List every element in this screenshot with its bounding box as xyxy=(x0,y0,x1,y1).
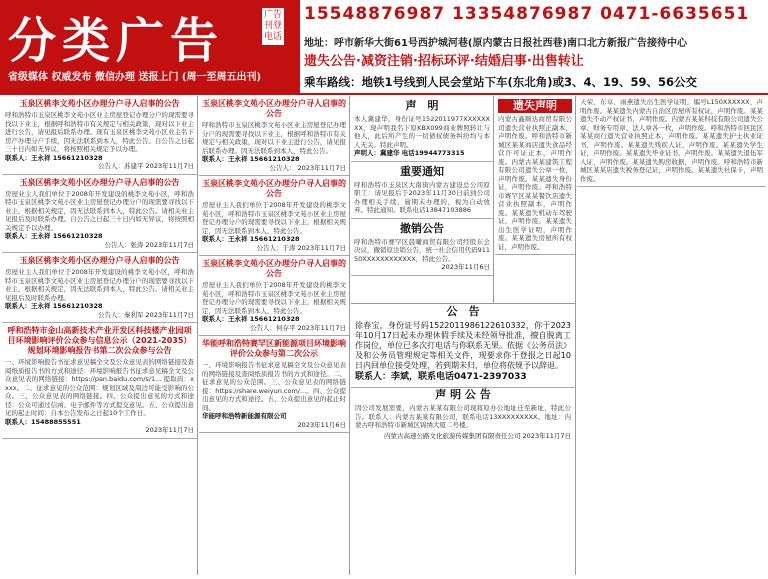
service-list: 遗失公告·减资注销·招标环评·结婚启事·出售转让 xyxy=(304,54,584,69)
notice-item xyxy=(199,256,349,336)
notice-title: 玉泉区桃李文苑小区办理分户寻人启事的公告 xyxy=(202,259,346,278)
notice-contact: 联系人：王永祥 15661210328 xyxy=(5,232,103,240)
notice-item xyxy=(199,96,349,176)
notice-body: 房屋业主人我们单位于2008年开发建设的桃李文苑小区，呼和浩特市玉泉区桃李文苑小区业主房屋登记办理分户的现需要寻找以下业主，根据相关规定，因无法联系到本人，特此公告。 xyxy=(202,201,346,235)
notice-contact: 联系人：王永祥 15661210328 xyxy=(5,302,103,310)
notice-body: 房屋业主人我们单位于2008年开发建设的桃李文苑小区，呼和浩特市玉泉区桃李文苑小区业主房屋登记办理分户的现需要寻找以下业主，根据相关规定，因无法联系到本人，特此公告。 xyxy=(202,281,346,315)
notice-contact: 声明人：冀建华 电话19944773315 xyxy=(354,149,465,157)
notice-body: 呼和浩特市玉泉区桃李文苑小区业主房屋登记办理分户的现需要寻找以下业主，根据呼和浩特市有关规定与相关政策，现对以下业主进行公告，请见报后联系办理。因无法联系到本人，特此公告。 xyxy=(202,121,346,155)
notice-body: 内蒙古鑫顺达商贸有限公司遗失营业执照正副本，声明作废。呼和浩特市新城区某某商店遗失食品经营许可证正本，声明作废。内蒙古某某建筑工程有限公司遗失公章一枚，声明作废。某某遗失身份证，声明作废。呼和浩特市赛罕区某某餐饮店遗失营业执照副本，声明作废。某某遗失机动车驾驶证，声明作废。某某遗失出生医学证明，声明作废。某某遗失房屋所有权证，声明作废。 xyxy=(498,115,572,251)
notice-title: 公 告 xyxy=(446,305,480,318)
brand-title: 分类广告 xyxy=(8,13,225,69)
column-5 xyxy=(577,96,766,575)
notice-body: 徐春宝，身份证号码1522011986122610332，你于2023年10月17日起未办理休假手续及未经领导批准，擅自脱离工作岗位，单位已多次打电话与你联系无果。依据《公务员法》及和公务员管理规定等相关文件，现要求你于登报之日起10日内回单位接受处理，若到期未归，单位将依规予以辞退。 xyxy=(355,321,571,370)
declaration-body: 因公司发展需要，内蒙古某某有限公司现将原办公地址迁至新址，特此公告。联系人：内蒙古某某有限公司，联系电话13XXXXXXXXX。地址：内蒙古呼和浩特市新城区锦绣大厦二号楼。 xyxy=(355,404,571,429)
notice-title: 玉泉区桃李文苑小区办理分户寻人启事的公告 xyxy=(19,99,180,108)
notice-body: 天荣、东卓、雨燕遗失出生医学证明，编号L150XXXXXX，声明作废。某某遗失内蒙古自治区房屋所有权证，声明作废。某某遗失不动产权证书，声明作废。内蒙古某某科技有限公司遗失公章、财务专用章、法人章各一枚，声明作废。呼和浩特市回民区某某商行遗失营业执照正本，声明作废。某某遗失护士执业证书，声明作废。某某遗失残疾人证，声明作废。某某遗失学生证，声明作废。某某遗失毕业证书，声明作废。某某遗失退伍军人证，声明作废。某某遗失购房收据，声明作废。呼和浩特市新城区某某店遗失税务登记证，声明作废。某某遗失社保卡，声明作废。 xyxy=(580,98,763,183)
declaration-title: 声 明 公 告 xyxy=(351,387,575,402)
notice-item xyxy=(351,162,493,219)
notice-body: 本人冀建华，身份证号1522011977XXXXXXXX，现声明我名下原KBX099商业牌照转让与他人，此后所产生的一切债权债务纠纷均与本人无关。特此声明。 xyxy=(354,115,490,149)
notice-item xyxy=(2,253,197,323)
office-address: 地址：呼市新华大街61号西护城河巷(原内蒙古日报社西巷)南口北方新报广告接待中心 xyxy=(304,38,688,49)
ad-phone-numbers: 15548876987 13354876987 0471-6635651 xyxy=(304,4,750,24)
notice-contact: 联系人：王永祥 15661210328 xyxy=(202,155,300,163)
notice-body: 呼和浩特市赛罕区晨曦商贸有限公司经股东会决议，撤销原注销公告，统一社会信用代码91150XXXXXXXXXXXX，特此公告。 xyxy=(354,237,490,263)
notice-signature: 公告人：何存平 2023年11月7日 xyxy=(249,323,346,332)
notice-item xyxy=(351,219,493,276)
declaration-footer: 内蒙古高速公路文化旅游传媒集团有限责任公司 2023年11月7日 xyxy=(383,431,571,440)
notice-title: 玉泉区桃李文苑小区办理分户寻人启事的公告 xyxy=(19,177,180,187)
notice-title: 声 明 xyxy=(405,99,439,112)
notice-contact: 联系人：王永祥 15661210328 xyxy=(202,235,300,243)
notice-signature: 公告人： 2023年11月7日 xyxy=(269,163,346,172)
notice-signature: 公告人：秦利军 2023年11月7日 xyxy=(97,310,194,319)
classified-header xyxy=(0,0,768,95)
column-1 xyxy=(2,96,198,575)
notice-item xyxy=(2,323,197,439)
brand-block xyxy=(0,0,300,93)
notice-title: 重要通知 xyxy=(400,164,444,178)
bus-route: 乘车路线：地铁1号线到人民会堂站下车(东北角)或3、4、19、59、56公交 xyxy=(304,75,698,89)
notice-contact: 华能呼和浩特新能源有限公司 xyxy=(202,412,287,420)
notice-title: 遗失声明 xyxy=(498,99,572,113)
notice-title: 撤销公告 xyxy=(400,221,444,235)
notice-item xyxy=(577,96,766,187)
notice-contact: 联系人：15488855551 xyxy=(5,417,81,426)
notice-title: 华能呼和浩特赛罕区新能源项目环境影响评价公众参与第二次公示 xyxy=(202,339,346,358)
notice-signature: 公告人：于涛 2023年11月7日 xyxy=(256,243,346,252)
notice-item xyxy=(2,175,197,254)
notice-body: 房屋业主人我们单位于2008年开发建设的桃李文苑小区，呼和浩特市玉泉区桃李文苑小区业主房屋登记办理分户的现需要寻找以下业主，根据相关规定，因无法联系到本人，特此公告。请相关业主见报后及时联系办理。自公告之日起三十日内如无异议，将按照相关规定予以办理。 xyxy=(5,189,194,232)
notice-signature: 2023年11月7日 xyxy=(145,426,194,434)
notice-signature: 公告人：苏建平 2023年11月7日 xyxy=(97,162,194,170)
notice-signature: 2023年11月6日 xyxy=(441,263,490,271)
notice-contact: 联系人：王永祥 15661210328 xyxy=(5,153,103,162)
notice-body: 一、环境影响报告书征求意见稿全文及公众意见表的网络链接及查阅纸质报告书的方式和途径：环境影响报告书征求意见稿全文及公众意见表的网络链接：https://pan.baidu.com/s/1... 提取码：xxxx。二、征求意见的公众范围：规划区域及周边可能受影响的公众。三、公众意见表的网络链接。四、公众提出意见的方式和途径：公众可通过信函、电子邮件等方式提交意见。五、公众提出意见的起止时间：自本公告发布之日起10个工作日。 xyxy=(5,358,194,417)
notice-body: 呼和浩特市玉泉区大南街内蒙古建设总公司原职工：请见报后于2023年11月30日前到公司办理相关手续，逾期未办理的，视为自动放弃。特此通知。联系电话13847103886 xyxy=(354,180,490,214)
notice-body: 呼和浩特市玉泉区桃李文苑小区业主房屋登记办理分户的现需要寻找以下业主，根据呼和浩特市有关规定与相关政策，现对以下业主进行公告，请见报后联系办理。现有玉泉区桃李文苑小区业主名下房产办理分户手续，因无法联系到本人，特此公告。自公告之日起三十日内如无异议，将按照相关规定予以办理。 xyxy=(5,111,194,153)
notice-body: 房屋业主人我们单位于2008年开发建设的桃李文苑小区，呼和浩特市玉泉区桃李文苑小区业主房屋登记办理分户的现需要寻找以下业主，根据相关规定，因无法联系到本人，特此公告。请相关业主见报后及时联系办理。 xyxy=(5,268,194,302)
notice-signature: 公告人：张涛 2023年11月7日 xyxy=(104,240,194,249)
notice-contact: 联系人：李斌，联系电话0471-2397033 xyxy=(355,372,527,382)
notice-signature: 2023年11月6日 xyxy=(297,420,346,429)
notice-item xyxy=(495,96,575,255)
notice-item xyxy=(351,96,493,162)
notice-title: 呼和浩特市金山高新技术产业开发区科技楼产业园项目环境影响评价公众参与信息公示（2021-2035）规划环境影响报告书第二次公众参与公告 xyxy=(7,326,192,355)
brand-slogan: 省级媒体 权威发布 微信办理 送报上门 (周一至周五出刊) xyxy=(8,72,262,83)
notice-title: 玉泉区桃李文苑小区办理分户寻人启事的公告 xyxy=(19,256,180,265)
notice-title: 玉泉区桃李文苑小区办理分户寻人启事的公告 xyxy=(202,179,346,198)
hotline-badge: 广告刊登电话 xyxy=(262,8,284,45)
notice-contact: 联系人：王永祥 15661210328 xyxy=(202,315,300,323)
notice-item xyxy=(2,96,197,175)
notice-item xyxy=(199,336,349,433)
notice-item xyxy=(199,176,349,256)
notice-body: 一、环境影响报告书征求意见稿全文及公众意见表的网络链接及查阅纸质报告书的方式和途径。二、征求意见的公众范围。三、公众意见表的网络链接：https://share.weiyun.com/...。四、公众提出意见的方式和途径。五、公众提出意见的起止时间。 xyxy=(202,361,346,412)
column-2 xyxy=(199,96,350,575)
public-notice-block xyxy=(351,303,575,576)
notice-title: 玉泉区桃李文苑小区办理分户寻人启事的公告 xyxy=(202,99,346,118)
